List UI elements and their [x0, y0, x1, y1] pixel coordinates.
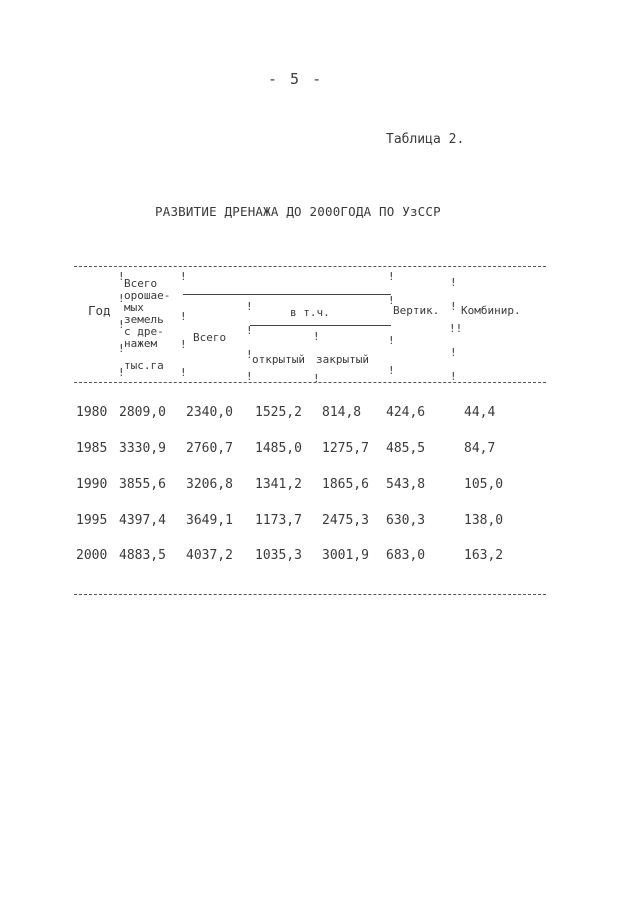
cell-vertical: 485,5	[386, 441, 426, 456]
cell-year: 1980	[76, 405, 108, 420]
cell-year: 1990	[76, 477, 108, 492]
cell-open: 1485,0	[255, 441, 302, 456]
cell-closed: 814,8	[322, 405, 362, 420]
column-separator: !	[118, 366, 125, 379]
cell-closed: 3001,9	[322, 548, 369, 563]
column-separator: !	[388, 364, 395, 377]
cell-combined: 105,0	[464, 477, 504, 492]
cell-closed: 2475,3	[322, 513, 369, 528]
header-total: Всего	[193, 331, 227, 344]
cell-combined: 84,7	[464, 441, 496, 456]
column-separator: !	[246, 324, 253, 337]
column-separator: !	[246, 348, 253, 361]
header-irrigated-line: Всего	[124, 277, 158, 290]
table-top-rule	[74, 266, 546, 267]
cell-vertical: 630,3	[386, 513, 426, 528]
cell-total: 2760,7	[186, 441, 233, 456]
cell-closed: 1275,7	[322, 441, 369, 456]
cell-irrigated: 3330,9	[119, 441, 166, 456]
cell-irrigated: 4397,4	[119, 513, 166, 528]
column-separator: !	[118, 318, 125, 331]
column-separator: !	[313, 372, 320, 385]
header-year: Год	[88, 303, 111, 318]
column-separator: !	[118, 270, 125, 283]
header-irrigated-line: мых	[124, 301, 144, 314]
column-separator: !	[450, 370, 457, 383]
cell-vertical: 424,6	[386, 405, 426, 420]
header-including: в т.ч.	[290, 306, 330, 319]
table-bottom-rule	[74, 594, 546, 595]
column-separator: !	[180, 338, 187, 351]
header-bottom-rule	[74, 382, 546, 383]
header-irrigated-line: нажем	[124, 337, 158, 350]
cell-open: 1173,7	[255, 513, 302, 528]
cell-vertical: 683,0	[386, 548, 426, 563]
column-separator: !	[180, 270, 187, 283]
column-separator: !	[180, 366, 187, 379]
header-open: открытый	[252, 353, 305, 366]
cell-total: 3206,8	[186, 477, 233, 492]
cell-open: 1035,3	[255, 548, 302, 563]
column-separator: !!	[449, 322, 463, 335]
cell-year: 2000	[76, 548, 108, 563]
header-subgroup-rule	[250, 325, 391, 326]
cell-irrigated: 2809,0	[119, 405, 166, 420]
column-separator: !	[388, 334, 395, 347]
cell-open: 1525,2	[255, 405, 302, 420]
header-irrigated-area	[124, 278, 184, 372]
cell-irrigated: 3855,6	[119, 477, 166, 492]
header-unit: тыс.га	[124, 359, 164, 372]
header-vertical: Вертик.	[393, 304, 440, 317]
column-separator: !	[388, 270, 395, 283]
cell-combined: 138,0	[464, 513, 504, 528]
column-separator: !	[313, 330, 320, 343]
column-separator: !	[246, 370, 253, 383]
cell-vertical: 543,8	[386, 477, 426, 492]
column-separator: !	[450, 276, 457, 289]
cell-irrigated: 4883,5	[119, 548, 166, 563]
header-closed: закрытый	[316, 353, 369, 366]
column-separator: !	[180, 310, 187, 323]
cell-total: 4037,2	[186, 548, 233, 563]
header-group-rule	[183, 294, 391, 295]
cell-combined: 44,4	[464, 405, 496, 420]
header-irrigated-line: орошае-	[124, 289, 171, 302]
header-irrigated-line: с дре-	[124, 325, 164, 338]
cell-open: 1341,2	[255, 477, 302, 492]
table-label: Таблица 2.	[386, 132, 465, 147]
column-separator: !	[118, 292, 125, 305]
table-title: РАЗВИТИЕ ДРЕНАЖА ДО 2000ГОДА ПО УзССР	[155, 204, 441, 219]
cell-total: 3649,1	[186, 513, 233, 528]
page-number: - 5 -	[268, 70, 324, 88]
cell-closed: 1865,6	[322, 477, 369, 492]
column-separator: !	[246, 300, 253, 313]
column-separator: !	[450, 300, 457, 313]
column-separator: !	[118, 342, 125, 355]
cell-year: 1985	[76, 441, 108, 456]
header-irrigated-line: земель	[124, 313, 164, 326]
cell-total: 2340,0	[186, 405, 233, 420]
header-combined: Комбинир.	[461, 304, 521, 317]
column-separator: !	[450, 346, 457, 359]
cell-combined: 163,2	[464, 548, 504, 563]
column-separator: !	[388, 294, 395, 307]
cell-year: 1995	[76, 513, 108, 528]
